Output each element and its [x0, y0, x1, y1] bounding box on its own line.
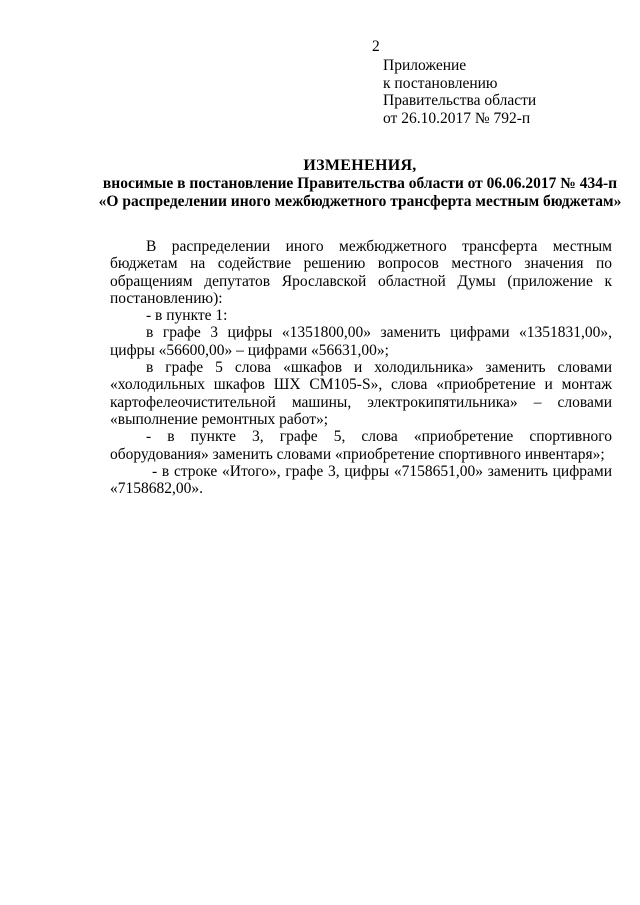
body-paragraph: - в пункте 3, графе 5, слова «приобретение спортивного оборудования» заменить словами «приобретение спортивного инвентаря»;: [110, 428, 612, 463]
page-number: 2: [372, 38, 380, 55]
title-subject: «О распределении иного межбюджетного трансферта местным бюджетам»: [98, 193, 622, 210]
title-subheading: вносимые в постановление Правительства области от 06.06.2017 № 434-п: [102, 175, 618, 192]
appendix-line: Правительства области: [383, 92, 537, 109]
body-paragraph: - в строке «Итого», графе 3, цифры «7158651,00» заменить цифрами «7158682,00».: [110, 462, 612, 498]
appendix-header: [383, 57, 536, 127]
body-paragraph: в графе 5 слова «шкафов и холодильника» заменить словами «холодильных шкафов ШХ СМ105-S», слова «приобретение и монтаж картофелеочистительной машины, электрокипятильника» – словами «выполнение ремонтных работ»;: [110, 359, 612, 428]
body-paragraph: - в пункте 1:: [146, 307, 228, 325]
title-heading: ИЗМЕНЕНИЯ,: [303, 157, 417, 174]
appendix-line: к постановлению: [383, 74, 498, 92]
document-title: [95, 157, 625, 211]
document-body: [110, 238, 612, 497]
body-paragraph: в графе 3 цифры «1351800,00» заменить цифрами «1351831,00», цифры «56600,00» – цифрами «56631,00»;: [110, 324, 612, 359]
appendix-line: от 26.10.2017 № 792-п: [383, 109, 531, 127]
body-paragraph: В распределении иного межбюджетного трансферта местным бюджетам на содействие решению вопросов местного значения по обращениям депутатов Ярославской областной Думы (приложение к постановлению):: [110, 238, 612, 307]
appendix-line: Приложение: [383, 57, 467, 74]
